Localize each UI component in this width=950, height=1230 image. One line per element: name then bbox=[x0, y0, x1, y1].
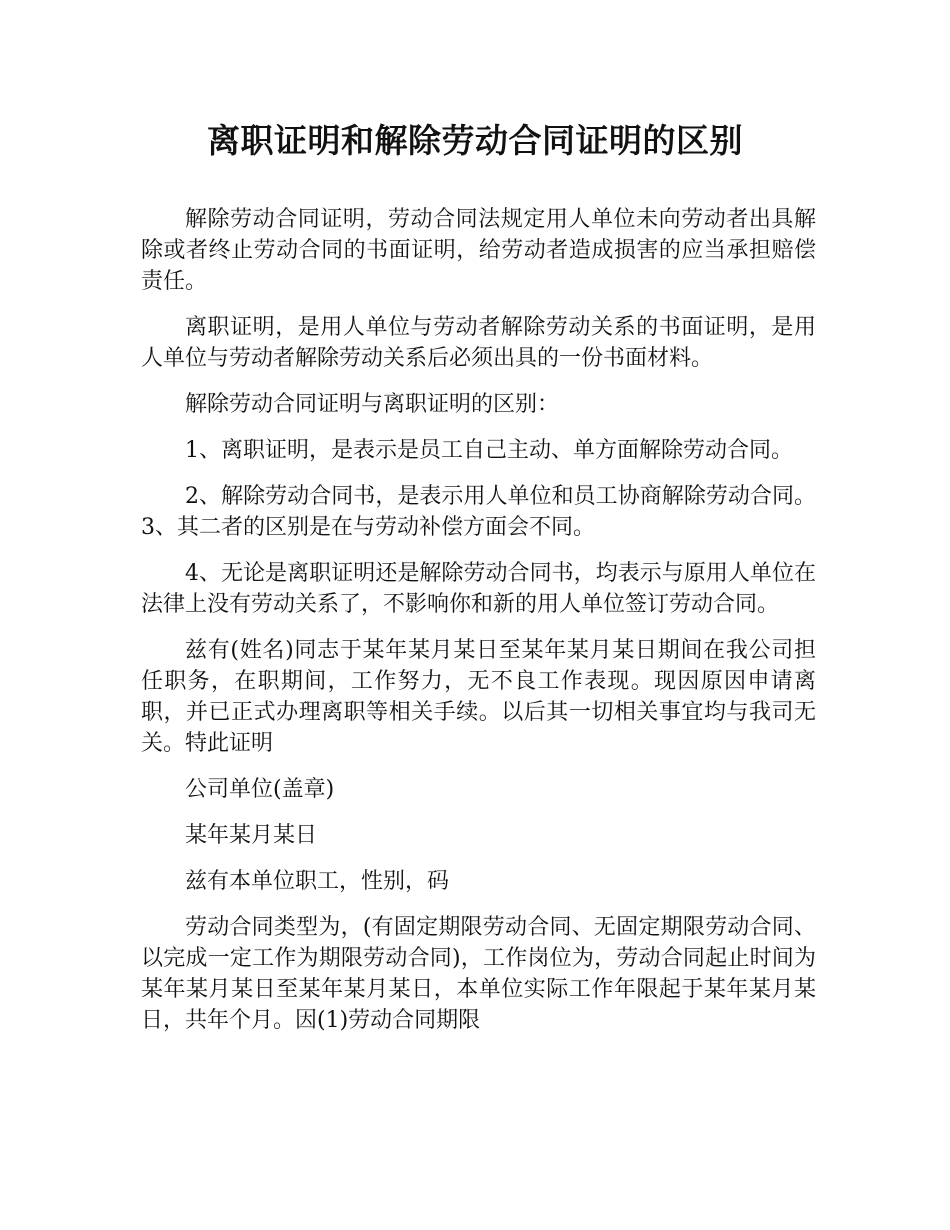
paragraph-point-2-3: 2、解除劳动合同书，是表示用人单位和员工协商解除劳动合同。3、其二者的区别是在与劳动补偿方面会不同。 bbox=[141, 484, 816, 540]
paragraph-contract-details: 劳动合同类型为，(有固定期限劳动合同、无固定期限劳动合同、以完成一定工作为期限劳动合同)，工作岗位为，劳动合同起止时间为某年某月某日至某年某月某日，本单位实际工作年限起于某年某月某日，共年个月。因(1)劳动合同期限 bbox=[141, 915, 816, 1033]
paragraph-resignation-certificate-definition: 离职证明，是用人单位与劳动者解除劳动关系的书面证明，是用人单位与劳动者解除劳动关系后必须出具的一份书面材料。 bbox=[141, 315, 816, 371]
paragraph-date: 某年某月某日 bbox=[185, 823, 318, 848]
document-title: 离职证明和解除劳动合同证明的区别 bbox=[207, 121, 743, 160]
document-body bbox=[141, 204, 816, 1051]
paragraph-point-1: 1、离职证明，是表示是员工自己主动、单方面解除劳动合同。 bbox=[185, 438, 793, 463]
paragraph-difference-heading: 解除劳动合同证明与离职证明的区别： bbox=[185, 392, 560, 417]
paragraph-company-seal: 公司单位(盖章) bbox=[185, 777, 335, 802]
paragraph-employee-info: 兹有本单位职工，性别，码 bbox=[185, 869, 450, 894]
paragraph-termination-certificate-definition: 解除劳动合同证明，劳动合同法规定用人单位未向劳动者出具解除或者终止劳动合同的书面证明，给劳动者造成损害的应当承担赔偿责任。 bbox=[141, 207, 816, 294]
paragraph-certificate-template: 兹有(姓名)同志于某年某月某日至某年某月某日期间在我公司担任职务，在职期间，工作努力，无不良工作表现。现因原因申请离职，并已正式办理离职等相关手续。以后其一切相关事宜均与我司无关。特此证明 bbox=[141, 638, 816, 756]
paragraph-point-4: 4、无论是离职证明还是解除劳动合同书，均表示与原用人单位在法律上没有劳动关系了，不影响你和新的用人单位签订劳动合同。 bbox=[141, 561, 816, 617]
